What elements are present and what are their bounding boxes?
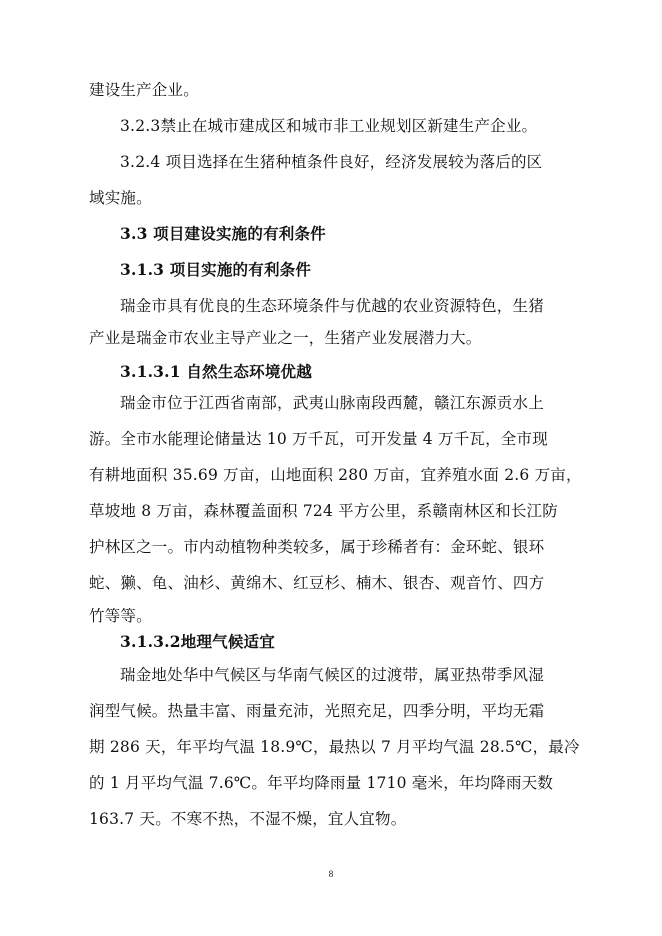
clause-3-2-4: 3.2.4 项目选择在生猪种植条件良好，经济发展较为落后的区 [120, 153, 543, 171]
body-text-line: 护林区之一。市内动植物种类较多，属于珍稀者有：金环蛇、银环 [89, 538, 545, 556]
body-text-line: 草坡地 8 万亩，森林覆盖面积 724 平方公里，系赣南林区和长江防 [89, 502, 558, 520]
body-text-line: 润型气候。热量丰富、雨量充沛，光照充足，四季分明，平均无霜 [89, 702, 545, 720]
body-text-line: 期 286 天，年平均气温 18.9℃，最热以 7 月平均气温 28.5℃，最冷 [89, 738, 580, 756]
body-text-line: 产业是瑞金市农业主导产业之一，生猪产业发展潜力大。 [89, 329, 482, 347]
body-text-line: 瑞金市具有优良的生态环境条件与优越的农业资源特色，生猪 [120, 297, 544, 315]
section-heading-3-1-3-1: 3.1.3.1 自然生态环境优越 [120, 362, 312, 381]
body-text-line: 瑞金地处华中气候区与华南气候区的过渡带，属亚热带季风湿 [120, 666, 544, 684]
body-text-line: 建设生产企业。 [89, 81, 199, 99]
body-text-line: 蛇、獭、龟、油杉、黄绵木、红豆杉、楠木、银杏、观音竹、四方 [89, 574, 545, 592]
clause-3-2-3: 3.2.3禁止在城市建成区和城市非工业规划区新建生产企业。 [120, 117, 538, 135]
body-text-line: 游。全市水能理论储量达 10 万千瓦，可开发量 4 万千瓦，全市现 [89, 430, 548, 448]
body-text-line: 有耕地面积 35.69 万亩，山地面积 280 万亩，宜养殖水面 2.6 万亩， [89, 466, 582, 484]
body-text-line: 竹等等。 [89, 607, 152, 625]
section-heading-3-1-3-2: 3.1.3.2地理气候适宜 [120, 632, 275, 651]
section-heading-3-3: 3.3 项目建设实施的有利条件 [120, 224, 326, 243]
body-text-line: 163.7 天。不寒不热，不湿不燥，宜人宜物。 [89, 810, 407, 828]
section-heading-3-1-3: 3.1.3 项目实施的有利条件 [120, 260, 312, 279]
body-text-line: 瑞金市位于江西省南部，武夷山脉南段西麓，赣江东源贡水上 [120, 394, 544, 412]
body-text-line: 域实施。 [89, 189, 152, 207]
page-number: 8 [328, 869, 334, 879]
body-text-line: 的 1 月平均气温 7.6℃。年平均降雨量 1710 毫米，年均降雨天数 [89, 774, 554, 792]
